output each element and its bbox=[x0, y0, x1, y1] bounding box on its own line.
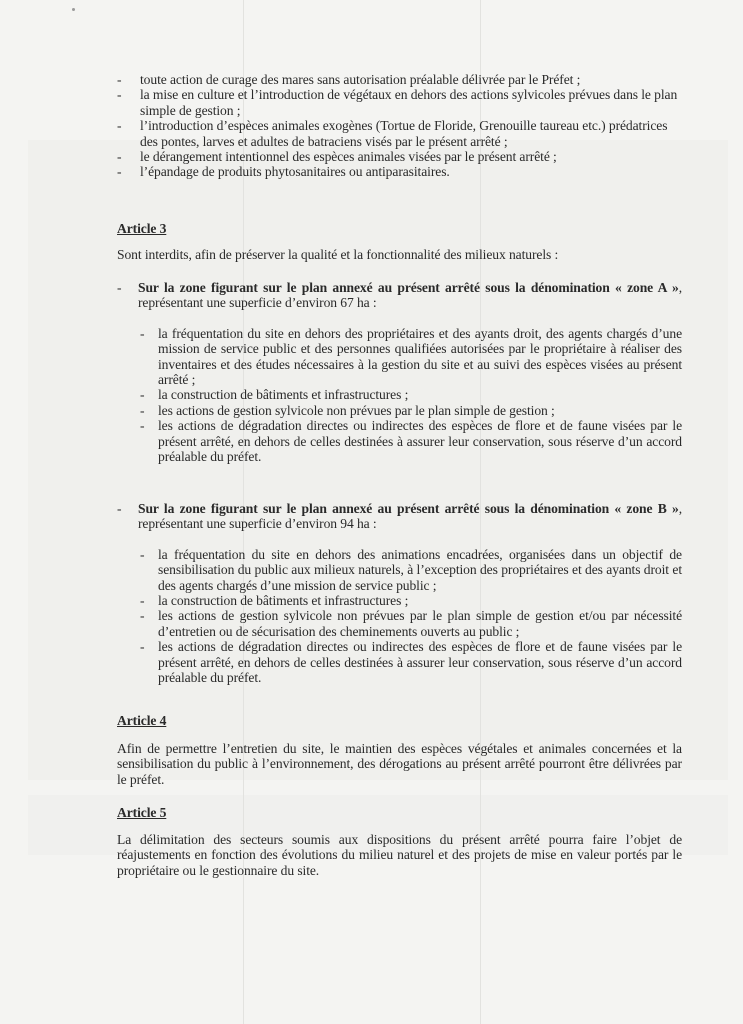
prohibitions-list bbox=[117, 72, 682, 180]
article-5-text: La délimitation des secteurs soumis aux dispositions du présent arrêté pourra faire l’objet de réajustements en fonction des évolutions du milieu naturel et des projets de mise en valeur portés par le propriétaire ou le gestionnaire du site. bbox=[117, 832, 682, 878]
zone-b-title bbox=[117, 501, 682, 532]
list-item: - les actions de dégradation directes ou indirectes des espèces de flore et de faune visées par le présent arrêté, en dehors de celles destinées à assurer leur conservation, sous réserve d’un accord préalable du préfet. bbox=[140, 418, 682, 464]
list-item: - la construction de bâtiments et infrastructures ; bbox=[140, 593, 682, 608]
list-item: - la fréquentation du site en dehors des propriétaires et des ayants droit, des agents chargés d’une mission de service public et des personnes qualifiées autorisées par le propriétaire à réaliser des inventaires et des études nécessaires à la gestion du site et au suivi des espèces visées au présent arrêté ; bbox=[140, 326, 682, 388]
list-item: - la construction de bâtiments et infrastructures ; bbox=[140, 387, 682, 402]
zone-b-title-bold: Sur la zone figurant sur le plan annexé au présent arrêté sous la dénomination « zone B » bbox=[138, 501, 679, 516]
list-item: - l’épandage de produits phytosanitaires ou antiparasitaires. bbox=[117, 164, 682, 179]
zone-a-title-rest: , représentant une superficie d’environ 67 ha : bbox=[138, 280, 682, 311]
scan-speck bbox=[72, 8, 75, 11]
zone-a-title bbox=[117, 280, 682, 311]
list-item: - les actions de dégradation directes ou indirectes des espèces de flore et de faune visées par le présent arrêté, en dehors de celles destinées à assurer leur conservation, sous réserve d’un accord préalable du préfet. bbox=[140, 639, 682, 685]
list-item: - les actions de gestion sylvicole non prévues par le plan simple de gestion ; bbox=[140, 403, 682, 418]
article-4-text: Afin de permettre l’entretien du site, le maintien des espèces végétales et animales concernées et la sensibilisation du public à l’environnement, des dérogations au présent arrêté pourront être délivrées par le préfet. bbox=[117, 741, 682, 787]
article-5-heading: Article 5 bbox=[117, 805, 167, 820]
list-item: - le dérangement intentionnel des espèces animales visées par le présent arrêté ; bbox=[117, 149, 682, 164]
zone-a-section bbox=[117, 280, 682, 464]
article-4-heading: Article 4 bbox=[117, 713, 167, 728]
list-item: - les actions de gestion sylvicole non prévues par le plan simple de gestion et/ou par nécessité d’entretien ou de sécurisation des cheminements ouverts au public ; bbox=[140, 608, 682, 639]
zone-a-title-bold: Sur la zone figurant sur le plan annexé au présent arrêté sous la dénomination « zone A » bbox=[138, 280, 679, 295]
article-3-intro: Sont interdits, afin de préserver la qualité et la fonctionnalité des milieux naturels : bbox=[117, 247, 559, 262]
list-item: - l’introduction d’espèces animales exogènes (Tortue de Floride, Grenouille taureau etc.) prédatrices des pontes, larves et adultes de batraciens visés par le présent arrêté ; bbox=[117, 118, 682, 149]
article-3-heading: Article 3 bbox=[117, 221, 167, 236]
list-item: - la mise en culture et l’introduction de végétaux en dehors des actions sylvicoles prévues dans le plan simple de gestion ; bbox=[117, 87, 682, 118]
list-item: - la fréquentation du site en dehors des animations encadrées, organisées dans un objectif de sensibilisation du public aux milieux naturels, à l’exception des propriétaires et des ayants droit et des agents chargés d’une mission de service public ; bbox=[140, 547, 682, 593]
zone-b-list bbox=[117, 547, 682, 686]
zone-b-title-rest: , représentant une superficie d’environ 94 ha : bbox=[138, 501, 682, 532]
zone-a-list bbox=[117, 326, 682, 465]
list-item: - toute action de curage des mares sans autorisation préalable délivrée par le Préfet ; bbox=[117, 72, 682, 87]
zone-b-section bbox=[117, 501, 682, 685]
